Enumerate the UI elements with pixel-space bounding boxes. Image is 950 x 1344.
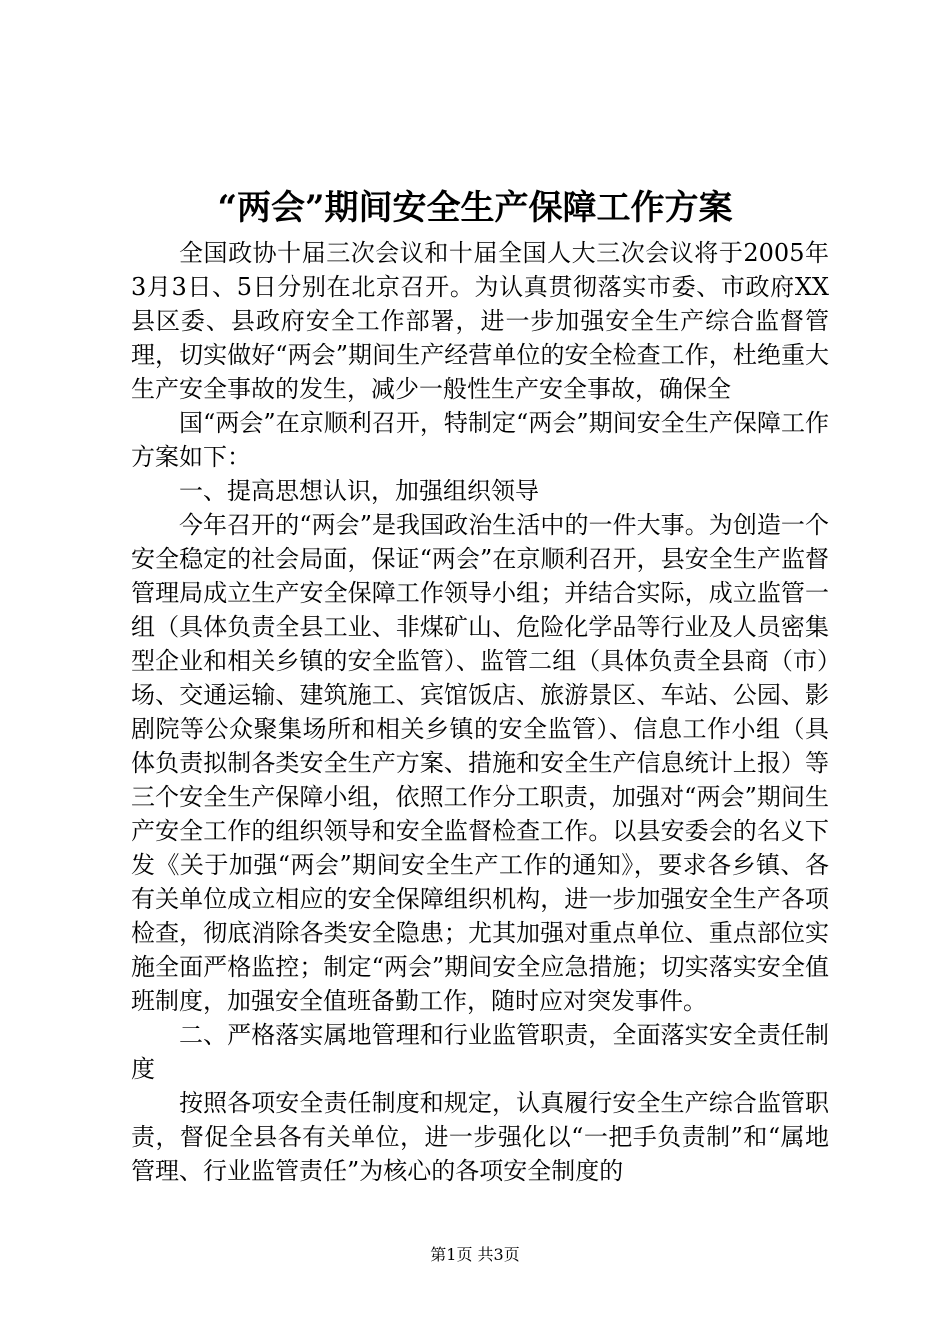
paragraph-section-1: 今年召开的“两会”是我国政治生活中的一件大事。为创造一个安全稳定的社会局面，保证“两会”在京顺利召开，县安全生产监督管理局成立生产安全保障工作领导小组；并结合实际，成立监管一组（具体负责全县工业、非煤矿山、危险化学品等行业及人员密集型企业和相关乡镇的安全监管）、监管二组（具体负责全县商（市）场、交通运输、建筑施工、宾馆饭店、旅游景区、车站、公园、影剧院等公众聚集场所和相关乡镇的安全监管）、信息工作小组（具体负责拟制各类安全生产方案、措施和安全生产信息统计上报）等三个安全生产保障小组，依照工作分工职责，加强对“两会”期间生产安全工作的组织领导和安全监督检查工作。以县安委会的名义下发《关于加强“两会”期间安全生产工作的通知》，要求各乡镇、各有关单位成立相应的安全保障组织机构，进一步加强安全生产各项检查，彻底消除各类安全隐患；尤其加强对重点单位、重点部位实施全面严格监控；制定“两会”期间安全应急措施；切实落实安全值班制度，加强安全值班备勤工作，随时应对突发事件。 [131, 511, 829, 1015]
paragraph-section-2: 按照各项安全责任制度和规定，认真履行安全生产综合监管职责，督促全县各有关单位，进一步强化以“一把手负责制”和“属地管理、行业监管责任”为核心的各项安全制度的 [131, 1089, 829, 1185]
section-heading-1: 一、提高思想认识，加强组织领导 [179, 477, 539, 505]
document-title: “两会”期间安全生产保障工作方案 [217, 188, 733, 228]
page-footer: 第1页 共3页 [430, 1245, 520, 1264]
paragraph-intro: 全国政协十届三次会议和十届全国人大三次会议将于2005年3月3日、5日分别在北京召开。为认真贯彻落实市委、市政府XX县区委、县政府安全工作部署，进一步加强安全生产综合监督管理，切实做好“两会”期间生产经营单位的安全检查工作，杜绝重大生产安全事故的发生，减少一般性生产安全事故，确保全 [131, 239, 829, 403]
paragraph-intro-continued: 国“两会”在京顺利召开，特制定“两会”期间安全生产保障工作方案如下： [131, 409, 829, 471]
section-heading-2: 二、严格落实属地管理和行业监管职责，全面落实安全责任制度 [131, 1021, 829, 1083]
document-body [131, 236, 829, 1188]
